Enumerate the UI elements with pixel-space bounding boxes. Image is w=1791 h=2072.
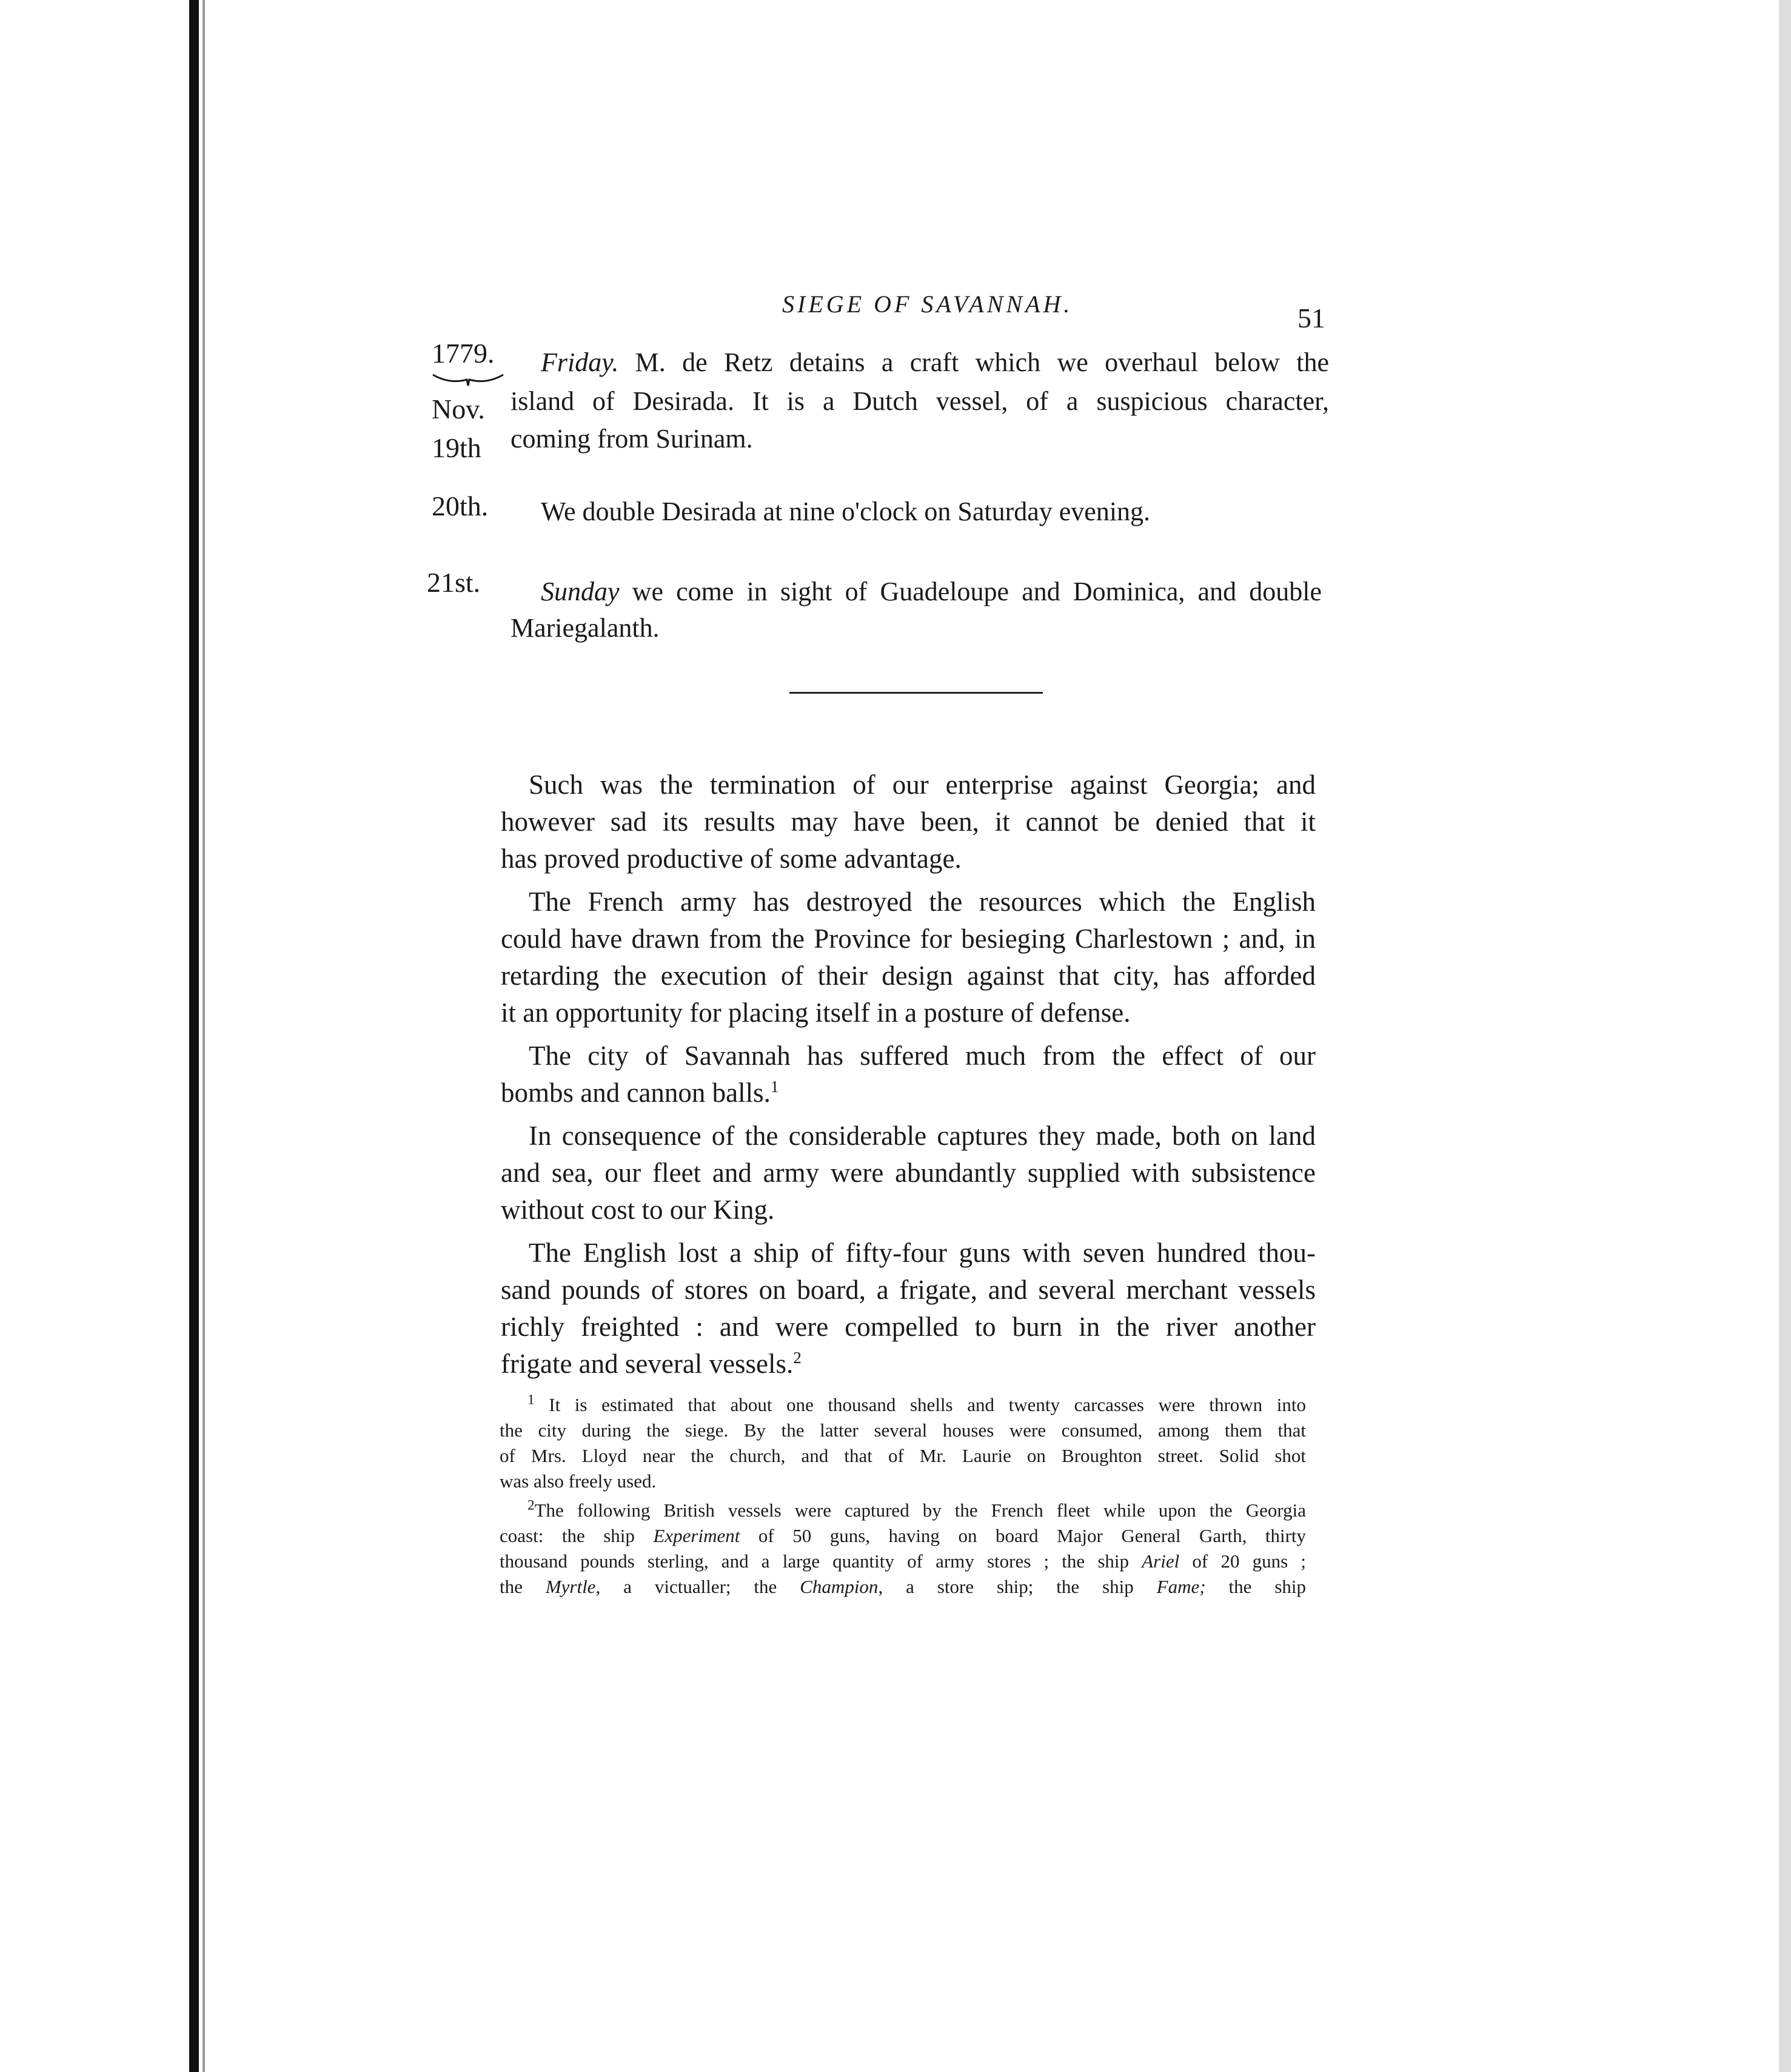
year-brace (432, 371, 504, 389)
binding-shadow (203, 0, 205, 2072)
entry-nov21-line2: Mariegalanth. (511, 613, 660, 643)
fn2-marker: 2 (527, 1497, 535, 1514)
page-gutter (0, 0, 183, 2072)
p5-line3: richly freighted : and were compelled to burn in the river another (501, 1312, 1316, 1342)
p1-line3: has proved productive of some advantage. (501, 843, 962, 874)
p2-line1: The French army has destroyed the resources which the English (529, 887, 1316, 917)
p2-line2: could have drawn from the Province for besieging Charlestown ; and, in (501, 924, 1316, 954)
entry-nov21-line1: Sunday we come in sight of Guadeloupe and Dominica, and double (541, 577, 1322, 606)
binding-edge (189, 0, 199, 2072)
p1-line2: however sad its results may have been, it cannot be denied that it (501, 806, 1316, 837)
fn1-line2: the city during the siege. By the latter several houses were consumed, among them that (500, 1420, 1306, 1441)
p2-line4: it an opportunity for placing itself in a posture of defense. (501, 997, 1131, 1028)
p4-line1: In consequence of the considerable captures they made, both on land (529, 1121, 1316, 1151)
ship-ariel: Ariel (1142, 1551, 1180, 1572)
body-text (501, 766, 1316, 1383)
page-number: 51 (1297, 303, 1325, 334)
footnote-ref-1: 1 (770, 1078, 779, 1096)
margin-day-20: 20th. (432, 491, 489, 521)
day-word-friday: Friday. (541, 347, 619, 377)
p5-line2: sand pounds of stores on board, a frigate, and several merchant vessels (501, 1275, 1316, 1305)
margin-month: Nov. (432, 394, 485, 424)
fn2-line4: the Myrtle, a victualler; the Champion, a store ship; the ship Fame; the ship (500, 1576, 1306, 1597)
entry-nov19-line3: coming from Surinam. (511, 424, 753, 454)
ship-champion: Champion (800, 1576, 879, 1597)
fn1-line3: of Mrs. Lloyd near the church, and that of Mr. Laurie on Broughton street. Solid shot (500, 1445, 1306, 1466)
margin-year: 1779. (432, 338, 495, 369)
p2-line3: retarding the execution of their design against that city, has afforded (501, 961, 1316, 991)
p3-line2: bombs and cannon balls.$^1$ (501, 1078, 779, 1108)
margin-day-21: 21st. (427, 567, 481, 598)
fn2-line1: $^2$The following British vessels were captured by the French fleet while upon the Georgia (527, 1497, 1306, 1521)
fn1-line4: was also freely used. (500, 1470, 657, 1492)
fn1-marker: 1 (527, 1392, 535, 1408)
p5-line4: frigate and several vessels.$^2$ (501, 1349, 802, 1379)
p3-line1: The city of Savannah has suffered much from the effect of our (529, 1041, 1316, 1071)
p4-line3: without cost to our King. (501, 1195, 775, 1225)
p1-line1: Such was the termination of our enterprise against Georgia; and (529, 769, 1316, 800)
footnote-ref-2: 2 (793, 1349, 802, 1367)
running-head: SIEGE OF SAVANNAH. (782, 290, 1073, 318)
entry-nov20-line1: We double Desirada at nine o'clock on Saturday evening. (541, 497, 1151, 526)
entry-nov19-line2: island of Desirada. It is a Dutch vessel, of a suspicious character, (511, 386, 1329, 416)
fn2-line2: coast: the ship Experiment of 50 guns, having on board Major General Garth, thirty (500, 1525, 1307, 1546)
p4-line2: and sea, our fleet and army were abundantly supplied with subsistence (501, 1158, 1316, 1188)
fn2-line3: thousand pounds sterling, and a large quantity of army stores ; the ship Ariel of 20 guns ; (500, 1551, 1306, 1572)
p5-line1: The English lost a ship of fifty-four guns with seven hundred thou- (529, 1238, 1316, 1268)
fn1-line1: $^1$ It is estimated that about one thousand shells and twenty carcasses were thrown into (527, 1392, 1307, 1415)
section-rule (789, 692, 1043, 694)
ship-fame: Fame; (1156, 1576, 1206, 1597)
footnotes (500, 1392, 1306, 1600)
page-edge (1779, 0, 1791, 2072)
day-word-sunday: Sunday (541, 577, 620, 606)
entry-nov19-line1: Friday. M. de Retz detains a craft which we overhaul below the (541, 347, 1329, 377)
margin-day-19: 19th (432, 432, 481, 463)
ship-experiment: Experiment (653, 1525, 740, 1546)
ship-myrtle: Myrtle (545, 1576, 596, 1597)
